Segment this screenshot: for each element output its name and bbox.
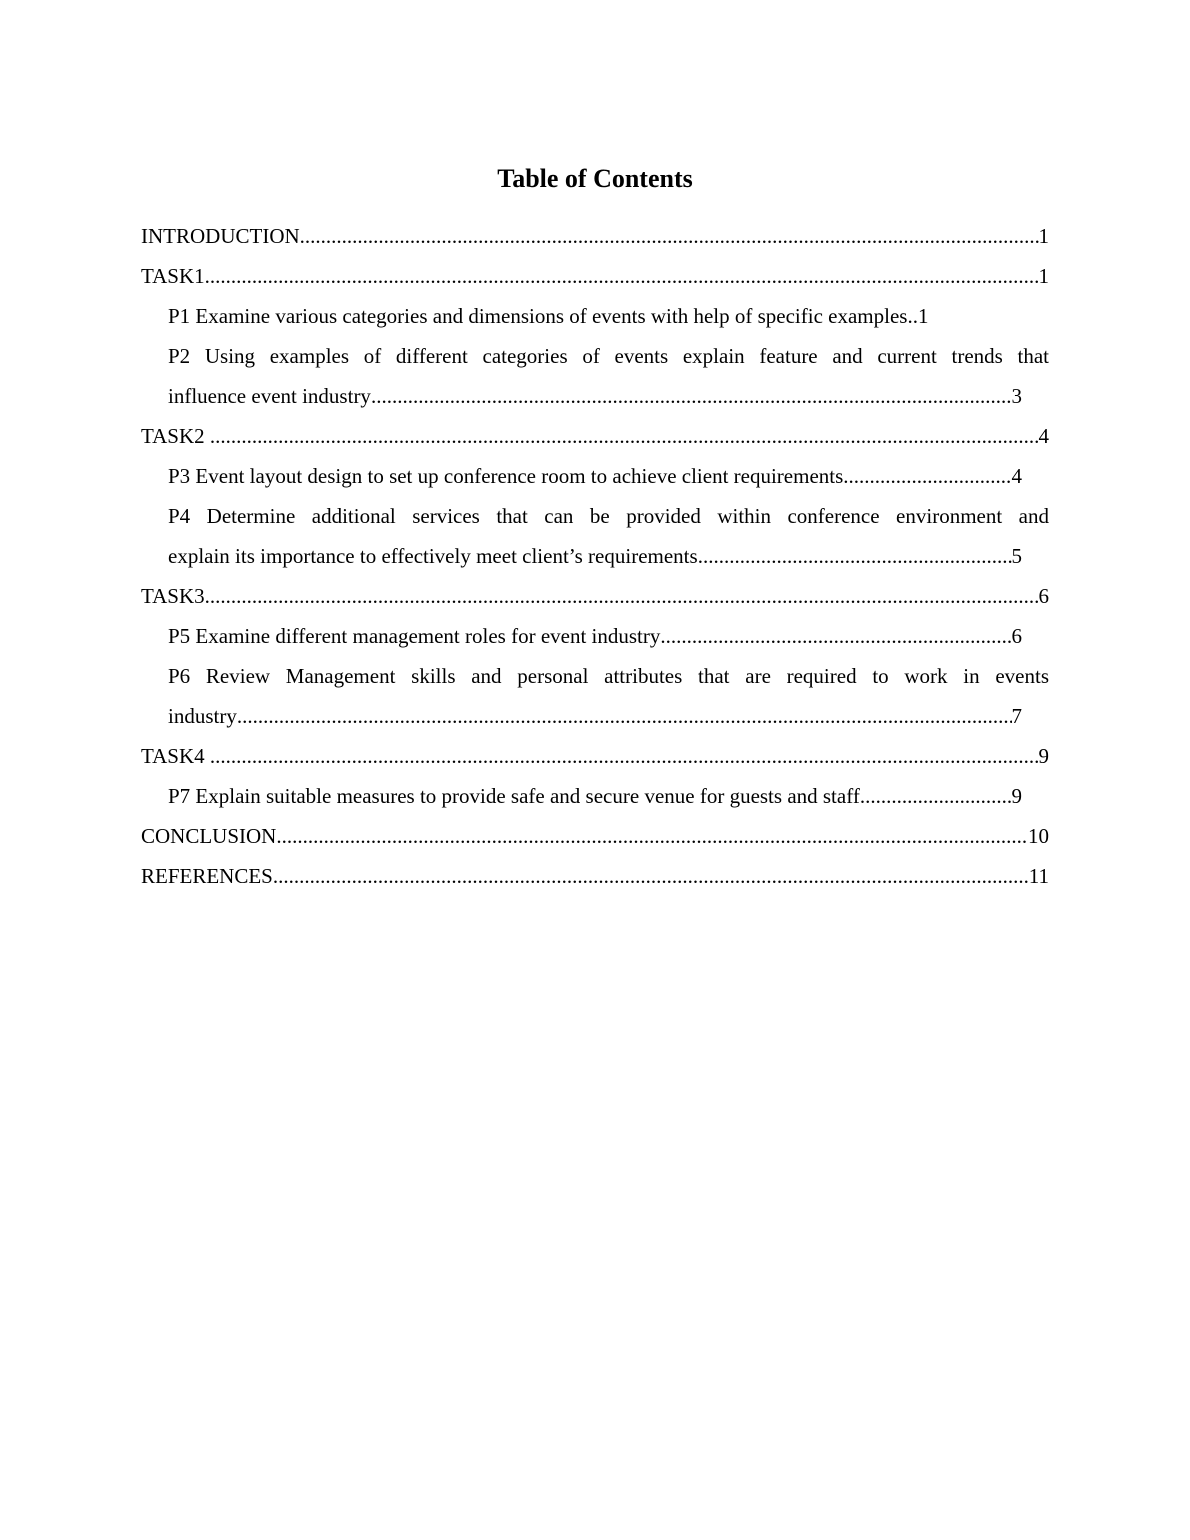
toc-entry-label: P7 Explain suitable measures to provide safe and secure venue for guests and staff (168, 784, 860, 808)
toc-page-number: 11 (1028, 864, 1049, 888)
toc-page-number: 10 (1028, 824, 1049, 848)
toc-entry-p4[interactable] (168, 496, 1049, 576)
page-title: Table of Contents (497, 164, 693, 193)
toc-entry-introduction[interactable] (141, 216, 1049, 256)
toc-entry-label: REFERENCES (141, 864, 273, 888)
toc-entry-task3[interactable] (141, 576, 1049, 616)
dot-leader (237, 696, 1012, 736)
dot-leader (273, 856, 1029, 896)
toc-entry-task4[interactable] (141, 736, 1049, 776)
toc-page-number: 7 (1011, 704, 1022, 728)
dot-leader (205, 256, 1039, 296)
toc-entry-label-line2: explain its importance to effectively meet client’s requirements (168, 544, 698, 568)
toc-entry-p3[interactable] (168, 456, 1022, 496)
toc-entry-label-line2: industry (168, 704, 237, 728)
toc-entry-p1[interactable] (168, 296, 1022, 336)
toc-page-number: 3 (1011, 384, 1022, 408)
toc-entry-label: TASK4 (141, 744, 210, 768)
toc-entry-task2[interactable] (141, 416, 1049, 456)
dot-leader (860, 776, 1012, 816)
toc-page-number: 1 (1038, 224, 1049, 248)
dot-leader (210, 736, 1039, 776)
dot-leader (210, 416, 1039, 456)
toc-page-number: 5 (1011, 544, 1022, 568)
dot-leader (698, 536, 1012, 576)
toc-entry-label: INTRODUCTION (141, 224, 300, 248)
dot-leader (843, 456, 1011, 496)
toc-page-number: 4 (1011, 464, 1022, 488)
toc-entry-p2[interactable] (168, 336, 1049, 416)
toc-entry-label: P1 Examine various categories and dimensions of events with help of specific examples. (168, 304, 913, 328)
toc-page-number: 6 (1011, 624, 1022, 648)
toc-entry-label-line2: influence event industry (168, 384, 371, 408)
dot-leader (276, 816, 1028, 856)
toc-page-number: .1 (912, 304, 929, 328)
toc-entry-p6[interactable] (168, 656, 1049, 736)
dot-leader (205, 576, 1039, 616)
dot-leader (660, 616, 1011, 656)
toc-page-number: 6 (1038, 584, 1049, 608)
toc-page-number: 9 (1011, 784, 1022, 808)
toc-entry-label: TASK3 (141, 584, 205, 608)
table-of-contents (141, 216, 1049, 896)
toc-entry-task1[interactable] (141, 256, 1049, 296)
toc-entry-label: P5 Examine different management roles for event industry (168, 624, 661, 648)
toc-page-number: 9 (1038, 744, 1049, 768)
toc-entry-label-line1: P4 Determine additional services that can be provided within conference environment and (168, 504, 1049, 528)
toc-page-number: 1 (1038, 264, 1049, 288)
toc-entry-p7[interactable] (168, 776, 1022, 816)
toc-entry-conclusion[interactable] (141, 816, 1049, 856)
toc-entry-label: CONCLUSION (141, 824, 277, 848)
toc-entry-label-line1: P6 Review Management skills and personal attributes that are required to work in events (168, 664, 1049, 688)
dot-leader (300, 216, 1039, 256)
toc-entry-label: TASK2 (141, 424, 210, 448)
toc-entry-p5[interactable] (168, 616, 1022, 656)
toc-entry-label: TASK1 (141, 264, 205, 288)
toc-page-number: 4 (1038, 424, 1049, 448)
toc-entry-label: P3 Event layout design to set up conference room to achieve client requirements (168, 464, 844, 488)
toc-entry-label-line1: P2 Using examples of different categories of events explain feature and current trends that (168, 344, 1049, 368)
toc-entry-references[interactable] (141, 856, 1049, 896)
dot-leader (371, 376, 1012, 416)
